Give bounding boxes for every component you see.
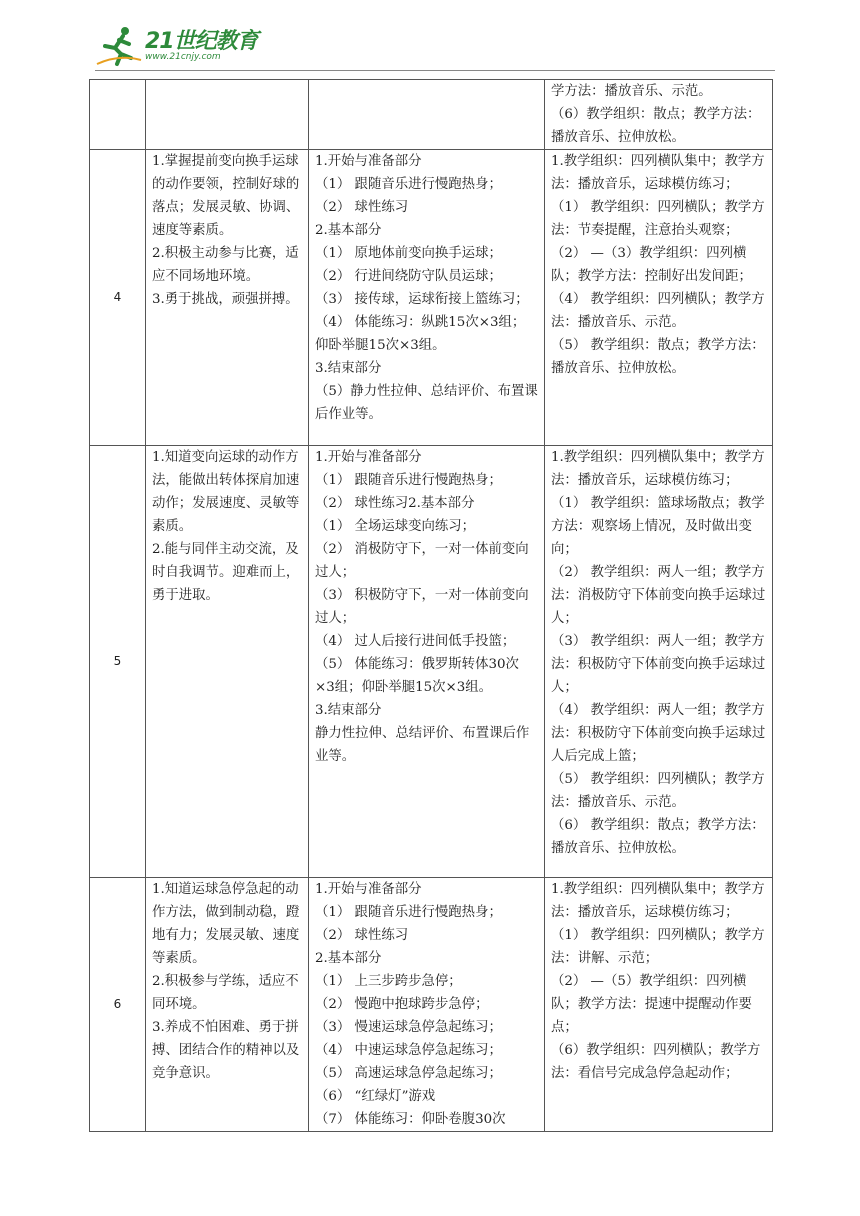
page-header (95, 22, 775, 70)
content-cell (309, 80, 545, 150)
lesson-table (89, 79, 773, 1132)
content-line: （1） 跟随音乐进行慢跑热身； (315, 473, 502, 488)
runner-icon (95, 24, 143, 68)
methods-line: （6） 教学组织：散点；教学方法：播放音乐、拉伸放松。 (551, 818, 765, 856)
content-line: （7） 体能练习：仰卧卷腹30次 (315, 1112, 506, 1127)
methods-line: 1.教学组织：四列横队集中；教学方法：播放音乐，运球模仿练习； (551, 154, 765, 192)
content-line: （2） 球性练习 (315, 200, 409, 215)
methods-cell (545, 80, 773, 150)
goals-line: 3.勇于挑战，顽强拼搏。 (152, 292, 299, 307)
goals-line: 2.积极参与学练，适应不同环境。 (152, 974, 299, 1012)
content-line: （2） 球性练习2.基本部分 (315, 496, 475, 511)
content-line: （1） 原地体前变向换手运球； (315, 246, 502, 261)
logo-url: www.21cnjy.com (145, 52, 221, 62)
methods-line: （2） —（3）教学组织：四列横队；教学方法：控制好出发间距； (551, 246, 752, 284)
methods-line: 1.教学组织：四列横队集中；教学方法：播放音乐，运球模仿练习； (551, 882, 765, 920)
content-line: 2.基本部分 (315, 951, 382, 966)
content-line: （4） 中速运球急停急起练习； (315, 1043, 502, 1058)
lesson-number-cell: 4 (90, 150, 146, 446)
methods-line: （4） 教学组织：四列横队；教学方法：播放音乐、示范。 (551, 292, 765, 330)
content-line: （6） “红绿灯”游戏 (315, 1089, 436, 1104)
lesson-number-cell: 6 (90, 878, 146, 1132)
content-line: （2） 行进间绕防守队员运球； (315, 269, 502, 284)
content-line: （3） 积极防守下，一对一体前变向过人； (315, 588, 529, 626)
goals-cell (146, 80, 309, 150)
content-line: （1） 上三步跨步急停； (315, 974, 462, 989)
table-row (90, 878, 773, 1132)
methods-line: （5） 教学组织：散点；教学方法：播放音乐、拉伸放松。 (551, 338, 765, 376)
content-line: （1） 跟随音乐进行慢跑热身； (315, 177, 502, 192)
goals-cell (146, 150, 309, 446)
methods-line: （6）教学组织：四列横队；教学方法：看信号完成急停急起动作； (551, 1043, 761, 1081)
table-row (90, 150, 773, 446)
goals-cell (146, 878, 309, 1132)
methods-line: （2） —（5）教学组织：四列横队；教学方法：提速中提醒动作要点； (551, 974, 752, 1035)
content-line: （5） 高速运球急停急起练习； (315, 1066, 502, 1081)
goals-line: 1.知道变向运球的动作方法，能做出转体探肩加速动作；发展速度、灵敏等素质。 (152, 450, 300, 534)
content-cell (309, 446, 545, 878)
table-row (90, 80, 773, 150)
goals-line: 1.知道运球急停急起的动作方法，做到制动稳，蹬地有力；发展灵敏、速度等素质。 (152, 882, 300, 966)
content-line: （2） 球性练习 (315, 928, 409, 943)
content-line: 1.开始与准备部分 (315, 154, 422, 169)
goals-line: 2.积极主动参与比赛，适应不同场地环境。 (152, 246, 299, 284)
methods-cell (545, 446, 773, 878)
header-divider (95, 70, 775, 71)
goals-line: 3.养成不怕困难、勇于拼搏、团结合作的精神以及竞争意识。 (152, 1020, 300, 1081)
methods-line: （2） 教学组织：两人一组；教学方法：消极防守下体前变向换手运球过人； (551, 565, 766, 626)
content-cell (309, 150, 545, 446)
content-line: （3） 慢速运球急停急起练习； (315, 1020, 502, 1035)
methods-cell (545, 150, 773, 446)
methods-line: （1） 教学组织：四列横队；教学方法：节奏提醒，注意抬头观察； (551, 200, 765, 238)
lesson-number-cell (90, 80, 146, 150)
content-line: （3） 接传球，运球衔接上篮练习； (315, 292, 529, 307)
methods-line: （5） 教学组织：四列横队；教学方法：播放音乐、示范。 (551, 772, 765, 810)
content-line: 2.基本部分 (315, 223, 382, 238)
content-line: （4） 过人后接行进间低手投篮； (315, 634, 516, 649)
content-line: 1.开始与准备部分 (315, 450, 422, 465)
lesson-number-cell: 5 (90, 446, 146, 878)
methods-cell (545, 878, 773, 1132)
content-line: 3.结束部分 (315, 361, 382, 376)
content-line: （4） 体能练习：纵跳15次×3组；仰卧举腿15次×3组。 (315, 315, 526, 353)
table-row (90, 446, 773, 878)
logo-text: 21世纪教育 (145, 29, 258, 54)
methods-line: （1） 教学组织：篮球场散点；教学方法：观察场上情况，及时做出变向； (551, 496, 765, 557)
content-line: （5）静力性拉伸、总结评价、布置课后作业等。 (315, 384, 538, 422)
content-line: （1） 全场运球变向练习； (315, 519, 476, 534)
content-cell (309, 878, 545, 1132)
content-line: 静力性拉伸、总结评价、布置课后作业等。 (315, 726, 530, 764)
content-line: 3.结束部分 (315, 703, 382, 718)
methods-line: （6）教学组织：散点；教学方法：播放音乐、拉伸放松。 (551, 107, 761, 145)
content-line: （2） 消极防守下，一对一体前变向过人； (315, 542, 529, 580)
goals-cell (146, 446, 309, 878)
lesson-table-body (90, 80, 773, 1132)
methods-line: （3） 教学组织：两人一组；教学方法：积极防守下体前变向换手运球过人； (551, 634, 766, 695)
methods-line: 1.教学组织：四列横队集中；教学方法：播放音乐，运球模仿练习； (551, 450, 765, 488)
goals-line: 1.掌握提前变向换手运球的动作要领，控制好球的落点；发展灵敏、协调、速度等素质。 (152, 154, 300, 238)
goals-line: 2.能与同伴主动交流，及时自我调节。迎难而上，勇于进取。 (152, 542, 300, 603)
content-line: （2） 慢跑中抱球跨步急停； (315, 997, 489, 1012)
site-logo (95, 22, 265, 70)
content-line: （5） 体能练习：俄罗斯转体30次×3组；仰卧举腿15次×3组。 (315, 657, 519, 695)
methods-line: （4） 教学组织：两人一组；教学方法：积极防守下体前变向换手运球过人后完成上篮； (551, 703, 766, 764)
content-line: 1.开始与准备部分 (315, 882, 422, 897)
content-line: （1） 跟随音乐进行慢跑热身； (315, 905, 502, 920)
methods-line: （1） 教学组织：四列横队；教学方法：讲解、示范； (551, 928, 765, 966)
methods-line: 学方法：播放音乐、示范。 (551, 84, 712, 99)
